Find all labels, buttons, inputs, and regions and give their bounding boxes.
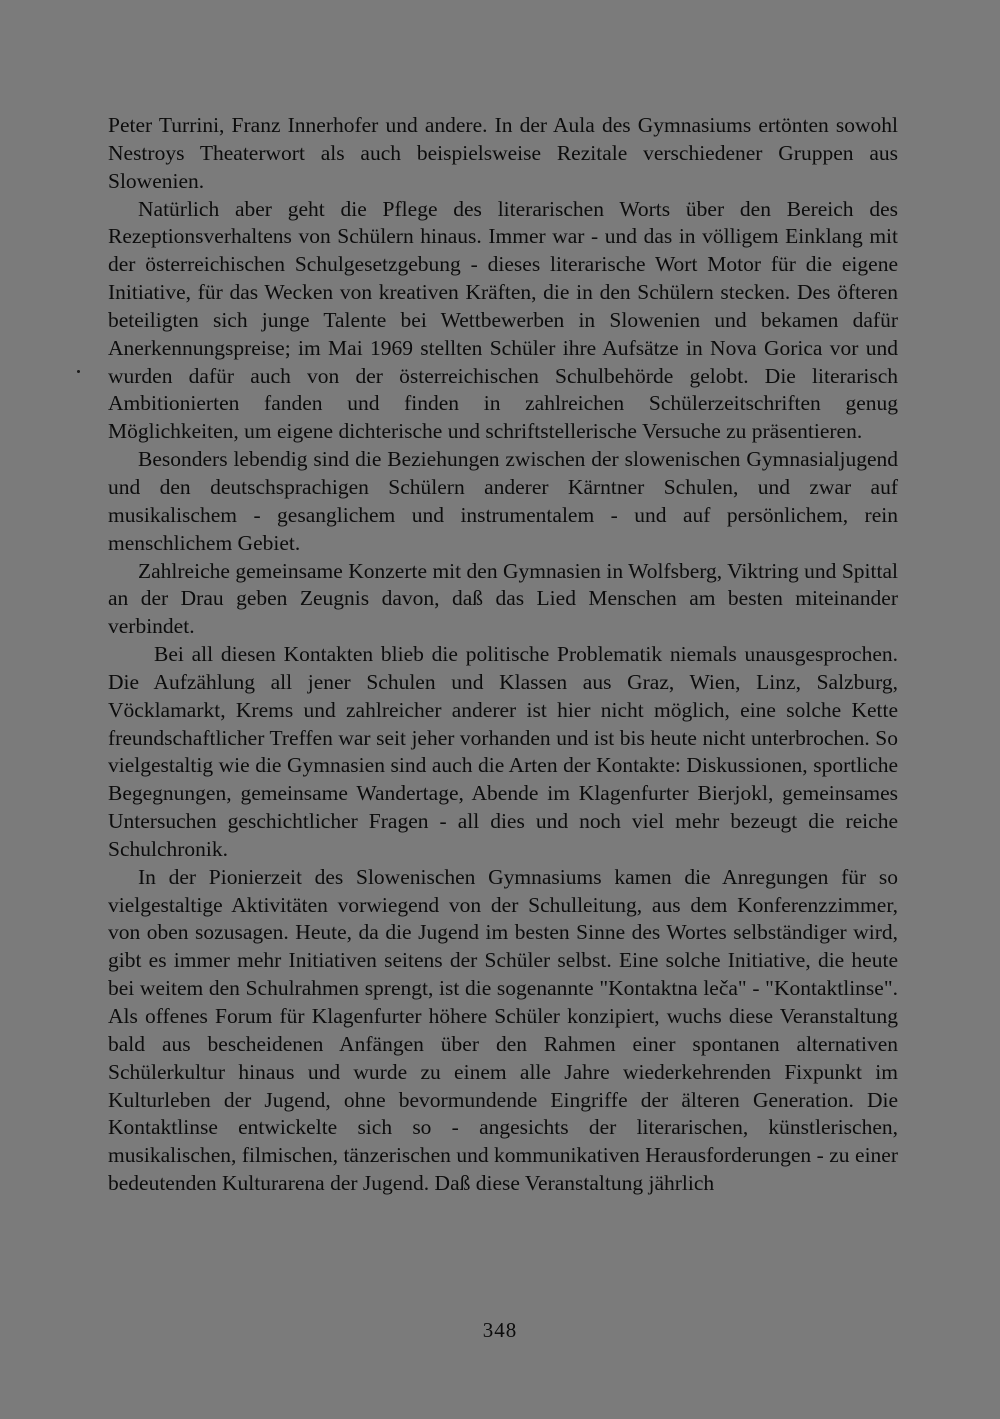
paragraph-2: Natürlich aber geht die Pflege des literarischen Worts über den Bereich des Rezeptionsverhaltens von Schülern hinaus. Immer war - und das in völligem Einklang mit der österreichischen Schulgesetzgebung - dieses literarische Wort Motor für die eigene Initiative, für das Wecken von kreativen Kräften, die in den Schülern stecken. Des öfteren beteiligten sich junge Talente bei Wettbewerben in Slowenien und bekamen dafür Anerkennungspreise; im Mai 1969 stellten Schüler ihre Aufsätze in Nova Gorica vor und wurden dafür auch von der österreichischen Schulbehörde gelobt. Die literarisch Ambitionierten fanden und finden in zahlreichen Schülerzeitschriften genug Möglichkeiten, um eigene dichterische und schriftstellerische Versuche zu präsentieren. xyxy=(108,196,898,444)
paragraph-1: Peter Turrini, Franz Innerhofer und andere. In der Aula des Gymnasiums ertönten sowohl Nestroys Theaterwort als auch beispielsweise Rezitale verschiedener Gruppen aus Slowenien. xyxy=(108,113,898,193)
stray-ink-mark xyxy=(77,370,80,373)
paragraph-6: In der Pionierzeit des Slowenischen Gymnasiums kamen die Anregungen für so vielgestaltige Aktivitäten vorwiegend von der Schulleitung, aus dem Konferenzzimmer, von oben sozusagen. Heute, da die Jugend im besten Sinne des Wortes selbständiger wird, gibt es immer mehr Initiativen seitens der Schüler selbst. Eine solche Initiative, die heute bei weitem den Schulrahmen sprengt, ist die sogenannte "Kontaktna leča" - "Kontaktlinse". Als offenes Forum für Klagenfurter höhere Schüler konzipiert, wuchs diese Veranstaltung bald aus bescheidenen Anfängen über den Rahmen einer spontanen alternativen Schülerkultur hinaus und wurde zu einem alle Jahre wiederkehrenden Fixpunkt im Kulturleben der Jugend, ohne bevormundende Eingriffe der älteren Generation. Die Kontaktlinse entwickelte sich so - angesichts der literarischen, künstlerischen, musikalischen, filmischen, tänzerischen und kommunikativen Herausforderungen - zu einer bedeutenden Kulturarena der Jugend. Daß diese Veranstaltung jährlich xyxy=(108,864,898,1196)
paragraph-3: Besonders lebendig sind die Beziehungen zwischen der slowenischen Gymnasialjugend und den deutschsprachigen Schülern anderer Kärntner Schulen, und zwar auf musikalischem - gesanglichem und instrumentalem - und auf persönlichem, rein menschlichem Gebiet. xyxy=(108,447,898,555)
paragraph-4: Zahlreiche gemeinsame Konzerte mit den Gymnasien in Wolfsberg, Viktring und Spittal an der Drau geben Zeugnis davon, daß das Lied Menschen am besten miteinander verbindet. xyxy=(108,558,898,639)
paragraph-5: Bei all diesen Kontakten blieb die politische Problematik niemals unausgesprochen. Die Aufzählung all jener Schulen und Klassen aus Graz, Wien, Linz, Salzburg, Vöcklamarkt, Krems und zahlreicher anderer ist hier nicht möglich, eine solche Kette freundschaftlicher Treffen war seit jeher vorhanden und ist bis heute nicht unterbrochen. So vielgestaltig wie die Gymnasien sind auch die Arten der Kontakte: Diskussionen, sportliche Begegnungen, gemeinsame Wandertage, Abende im Klagenfurter Bierjokl, gemeinsames Untersuchen geschichtlicher Fragen - all dies und noch viel mehr bezeugt die reiche Schulchronik. xyxy=(108,642,898,861)
body-text xyxy=(108,112,898,1198)
page-number: 348 xyxy=(482,1318,518,1342)
